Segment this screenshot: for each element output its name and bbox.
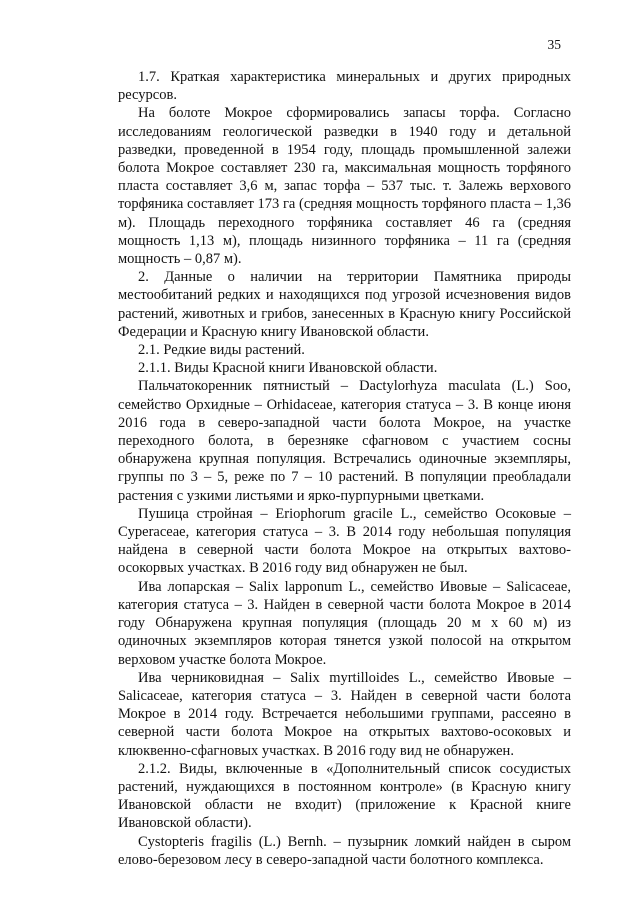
section-heading-resources: 1.7. Краткая характеристика минеральных и других природных ресурсов. xyxy=(118,69,571,104)
paragraph-salix-lapponum: Ива лопарская – Salix lapponum L., семейство Ивовые – Salicaceae, категория статуса – 3. Найден в северной части болота Мокрое в 2014 году Обнаружена крупная популяция (площадь 20 м х 60 м) из одиночных экземпляров которая тянется узкой полосой на открытом верховом участке болота Мокрое. xyxy=(118,578,571,668)
paragraph-cystopteris: Cystopteris fragilis (L.) Bernh. – пузырник ломкий найден в сыром елово-березовом лесу в северо-западной части болотного комплекса. xyxy=(118,833,571,868)
paragraph-dactylorhyza: Пальчатокоренник пятнистый – Dactylorhyza maculata (L.) Soo, семейство Орхидные – Orhidaceae, категория статуса – 3. В конце июня 2016 года в северо-западной части болота Мокрое, на участке переходного болота, в березняке сфагновом с участием сосны обнаружена крупная популяция. Встречались одиночные экземпляры, группы по 3 – 5, реже по 7 – 10 растений. В популяции преобладали растения с узкими листьями и ярко-пурпурными цветками. xyxy=(118,378,571,504)
section-heading-red-book-data: 2. Данные о наличии на территории Памятника природы местообитаний редких и находящихся под угрозой исчезновения видов растений, животных и грибов, занесенных в Красную книгу Российской Федерации и Красную книгу Ивановской области. xyxy=(118,269,571,340)
document-body xyxy=(118,68,571,869)
page-number: 35 xyxy=(547,37,561,52)
subsection-heading-ivanovo-red-book: 2.1.1. Виды Красной книги Ивановской области. xyxy=(138,360,438,377)
paragraph-salix-myrtilloides: Ива черниковидная – Salix myrtilloides L., семейство Ивовые – Salicaceae, категория статуса – 3. Найден в северной части болота Мокрое в 2014 году. Встречается небольшими группами, рассеяно в северной части болота Мокрое на открытых вахтово-осоковых и клюквенно-сфагновых участках. В 2016 году вид не обнаружен. xyxy=(118,669,571,759)
subsection-heading-monitoring-list: 2.1.2. Виды, включенные в «Дополнительный список сосудистых растений, нуждающихся в постоянном контроле» (в Красную книгу Ивановской области не входит) (приложение к Красной книге Ивановской области). xyxy=(118,760,571,832)
subsection-heading-rare-plants: 2.1. Редкие виды растений. xyxy=(138,342,305,359)
paragraph-eriophorum: Пушица стройная – Eriophorum gracile L., семейство Осоковые – Cyperaceae, категория статуса – 3. В 2014 году небольшая популяция найдена в северной части болота Мокрое на открытых вахтово-осокорвых участках. В 2016 году вид обнаружен не был. xyxy=(118,505,571,577)
paragraph-peat-reserves: На болоте Мокрое сформировались запасы торфа. Согласно исследованиям геологической разведки в 1940 году и детальной разведки, проведенной в 1954 году, площадь промышленной залежи болота Мокрое составляет 230 га, максимальная мощность торфяного пласта составляет 3,6 м, запас торфа – 537 тыс. т. Залежь верхового торфяника составляет 173 га (средняя мощность торфяного пласта – 1,36 м). Площадь переходного торфяника составляет 46 га (средняя мощность 1,13 м), площадь низинного торфяника – 11 га (средняя мощность – 0,87 м). xyxy=(118,105,571,268)
